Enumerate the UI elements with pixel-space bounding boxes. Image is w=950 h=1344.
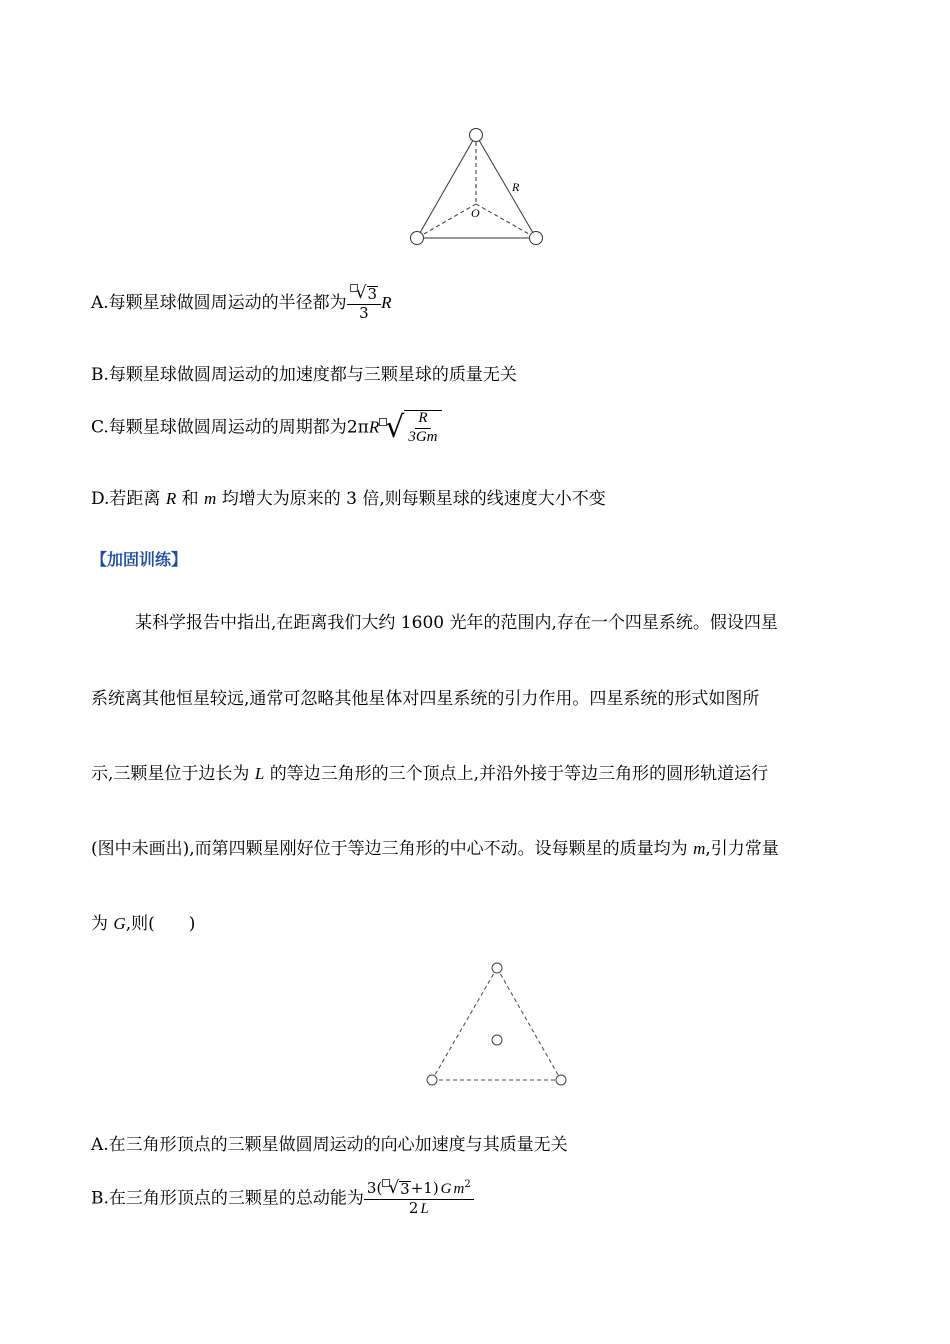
period-sqrt: √ $\frac{R}{3Gm}$	[379, 410, 441, 446]
q2-option-b: B.在三角形顶点的三颗星的总动能为 3( √ 3 +1) G $m^2$ 2 L	[91, 1180, 474, 1218]
q2-line-4: (图中未画出),而第四颗星刚好位于等边三角形的中心不动。设每颗星的质量均为 m,引力常量	[91, 839, 779, 859]
radius-right	[476, 204, 536, 238]
q1-option-d: D.若距离 R 和 m 均增大为原来的 3 倍,则每颗星球的线速度大小不变	[91, 489, 606, 509]
radius-left	[417, 204, 476, 238]
q2-line-3: 示,三颗星位于边长为 L 的等边三角形的三个顶点上,并沿外接于等边三角形的圆形轨道运行	[91, 764, 769, 784]
label-R: R	[512, 180, 520, 194]
star-top	[492, 963, 502, 973]
star-top	[470, 129, 483, 142]
kinetic-energy-fraction: 3( √ 3 +1) G $m^2$ 2 L	[364, 1180, 474, 1218]
radius-fraction: √ 3 3	[347, 285, 381, 322]
q1-option-c: C.每颗星球做圆周运动的周期都为2πR √ $\frac{R}{3Gm}$	[91, 410, 442, 446]
star-left	[411, 232, 424, 245]
figure-four-star-system	[420, 958, 575, 1090]
q2-line-2: 系统离其他恒星较远,通常可忽略其他星体对四星系统的引力作用。四星系统的形式如图所	[91, 689, 760, 709]
q2-line-5: 为 G,则( )	[91, 914, 196, 934]
star-right	[530, 232, 543, 245]
q2-option-a: A.在三角形顶点的三颗星做圆周运动的向心加速度与其质量无关	[91, 1135, 568, 1155]
q1-option-b: B.每颗星球做圆周运动的加速度都与三颗星球的质量无关	[91, 365, 517, 385]
q2-line-1: 某科学报告中指出,在距离我们大约 1600 光年的范围内,存在一个四星系统。假设四星	[135, 613, 778, 633]
triangle-edge-left	[417, 135, 476, 238]
triangle-edge-right	[497, 968, 561, 1080]
star-right	[556, 1075, 566, 1085]
triangle-edge-right	[476, 135, 536, 238]
section-heading: 【加固训练】	[91, 550, 188, 569]
figure-three-star-triangle	[405, 124, 555, 248]
star-left	[427, 1075, 437, 1085]
star-center	[492, 1035, 502, 1045]
triangle-edge-left	[432, 968, 497, 1080]
q1-option-a: A.每颗星球做圆周运动的半径都为 √ 3 3 R	[91, 283, 392, 322]
label-O: O	[471, 206, 480, 220]
